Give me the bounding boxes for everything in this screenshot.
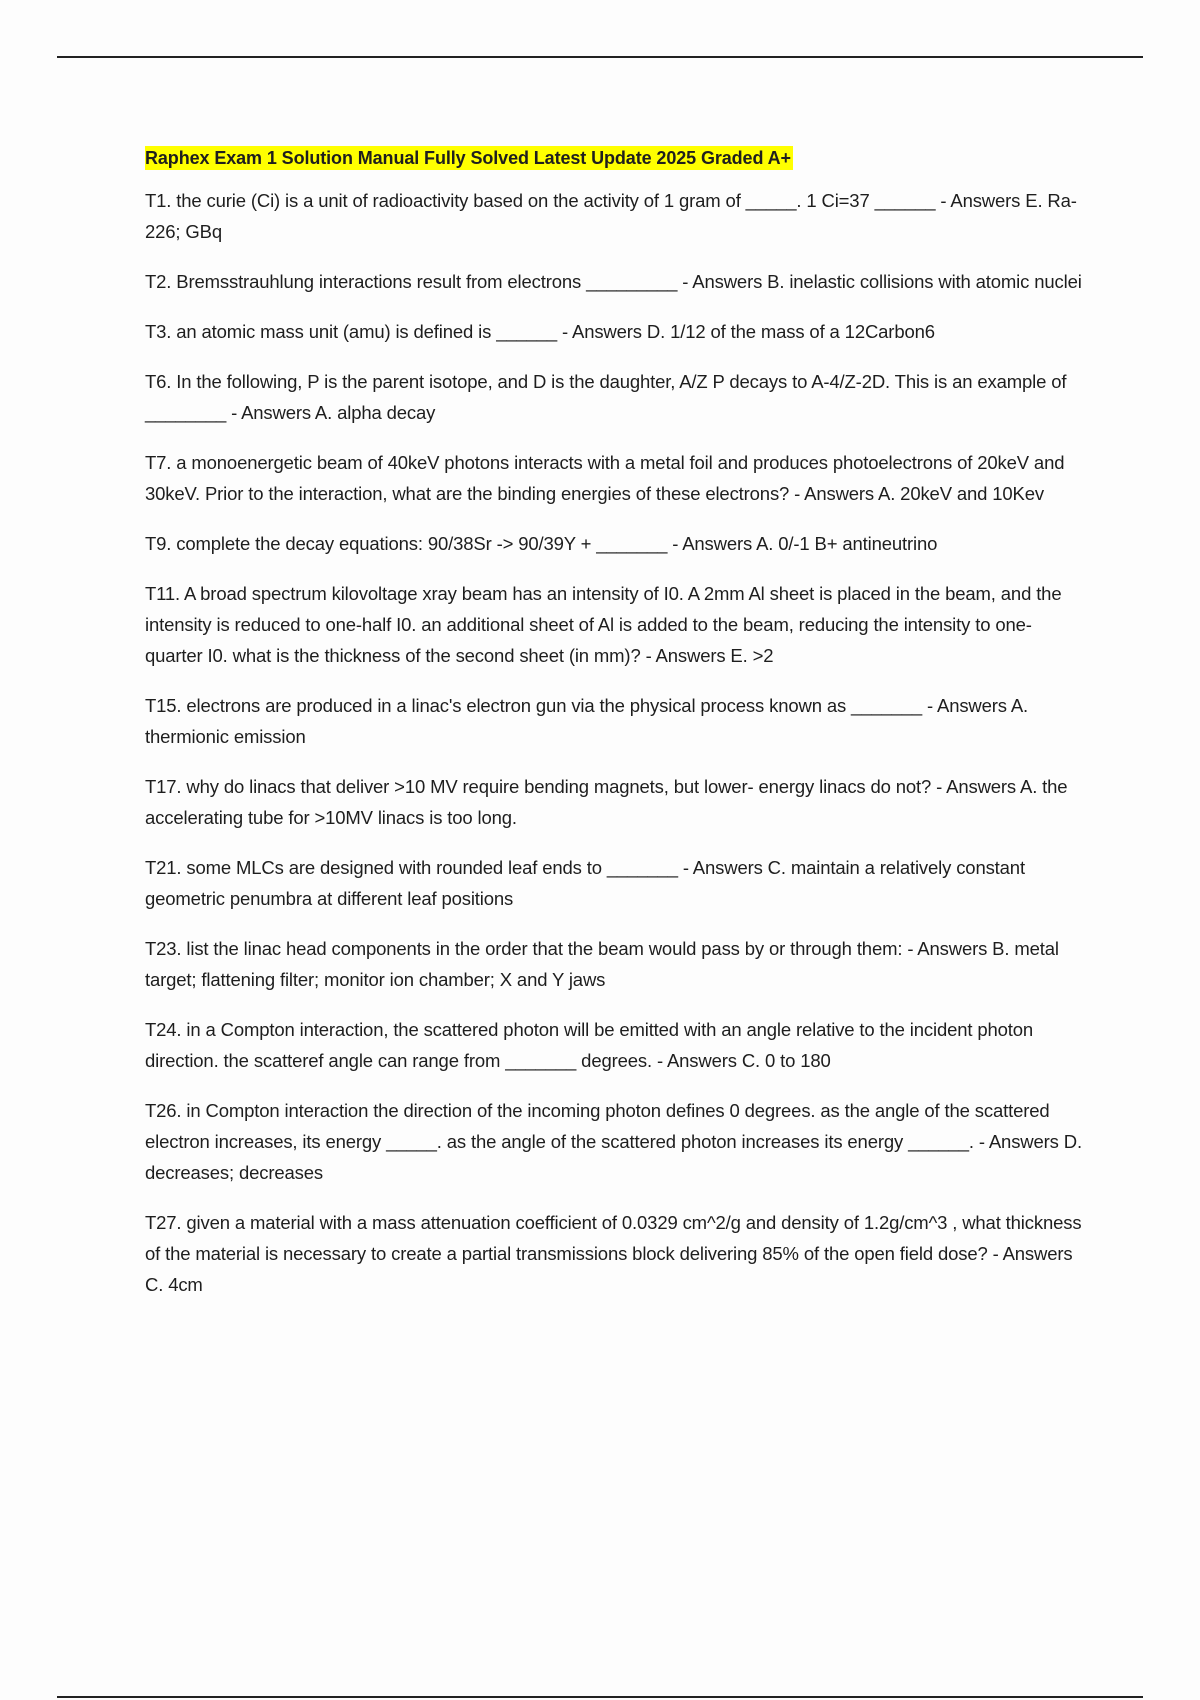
question-answer-item: T21. some MLCs are designed with rounded leaf ends to _______ - Answers C. maintain a relatively constant geometric penumbra at different leaf positions <box>145 857 1025 909</box>
question-answer-item: T15. electrons are produced in a linac's electron gun via the physical process known as _______ - Answers A. thermionic emission <box>145 695 1029 747</box>
question-answer-item: T17. why do linacs that deliver >10 MV require bending magnets, but lower- energy linacs do not? - Answers A. the accelerating tube for >10MV linacs is too long. <box>145 776 1068 828</box>
bottom-rule <box>57 1696 1143 1698</box>
question-answer-item: T11. A broad spectrum kilovoltage xray beam has an intensity of I0. A 2mm Al sheet is placed in the beam, and the intensity is reduced to one-half I0. an additional sheet of Al is added to the beam, reducing the intensity to one-quarter I0. what is the thickness of the second sheet (in mm)? - Answers E. >2 <box>145 583 1062 666</box>
question-answer-item: T23. list the linac head components in the order that the beam would pass by or through them: - Answers B. metal target; flattening filter; monitor ion chamber; X and Y jaws <box>145 938 1059 990</box>
question-answer-item: T24. in a Compton interaction, the scattered photon will be emitted with an angle relative to the incident photon direction. the scatteref angle can range from _______ degrees. - Answers C. 0 to 180 <box>145 1019 1034 1071</box>
document-title: Raphex Exam 1 Solution Manual Fully Solved Latest Update 2025 Graded A+ <box>145 148 791 168</box>
question-answer-item: T3. an atomic mass unit (amu) is defined is ______ - Answers D. 1/12 of the mass of a 12Carbon6 <box>145 321 935 342</box>
question-answer-item: T26. in Compton interaction the direction of the incoming photon defines 0 degrees. as the angle of the scattered electron increases, its energy _____. as the angle of the scattered photon increases its energy ______. - Answers D. decreases; decreases <box>145 1100 1082 1183</box>
question-answer-item: T7. a monoenergetic beam of 40keV photons interacts with a metal foil and produces photoelectrons of 20keV and 30keV. Prior to the interaction, what are the binding energies of these electrons? - Answers A. 20keV and 10Kev <box>145 452 1065 504</box>
top-rule <box>57 56 1143 58</box>
question-answer-item: T1. the curie (Ci) is a unit of radioactivity based on the activity of 1 gram of _____. 1 Ci=37 ______ - Answers E. Ra-226; GBq <box>145 190 1077 242</box>
document-body <box>145 146 1085 1319</box>
question-answer-item: T9. complete the decay equations: 90/38Sr -> 90/39Y + _______ - Answers A. 0/-1 B+ antineutrino <box>145 533 938 554</box>
question-answer-item: T27. given a material with a mass attenuation coefficient of 0.0329 cm^2/g and density of 1.2g/cm^3 , what thickness of the material is necessary to create a partial transmissions block delivering 85% of the open field dose? - Answers C. 4cm <box>145 1212 1082 1295</box>
question-answer-item: T6. In the following, P is the parent isotope, and D is the daughter, A/Z P decays to A-4/Z-2D. This is an example of ________ - Answers A. alpha decay <box>145 371 1067 423</box>
question-answer-item: T2. Bremsstrauhlung interactions result from electrons _________ - Answers B. inelastic collisions with atomic nuclei <box>145 271 1082 292</box>
